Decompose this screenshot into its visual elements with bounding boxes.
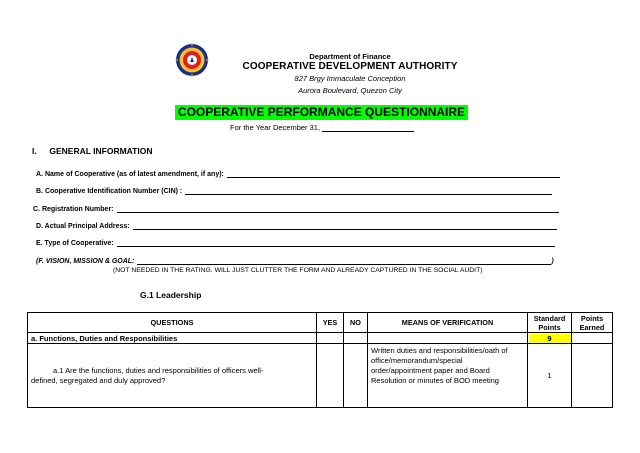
col-no: NO — [344, 313, 368, 333]
category-label: a. Functions, Duties and Responsibilities — [28, 333, 317, 344]
col-yes: YES — [317, 313, 344, 333]
table-header-row — [28, 313, 613, 333]
field-vision-mission-goal — [36, 257, 554, 265]
col-standard-points: Standard Points — [528, 313, 572, 333]
field-cooperative-type — [36, 239, 555, 247]
year-label: For the Year December 31, — [230, 123, 321, 132]
category-points-cell — [528, 333, 572, 344]
col-points-earned: Points Earned — [572, 313, 613, 333]
category-row — [28, 333, 613, 344]
question-line-1: a.1 Are the functions, duties and responsibilities of officers well- — [53, 365, 264, 375]
field-principal-address — [36, 222, 557, 230]
category-yes-cell[interactable] — [317, 333, 344, 344]
field-suffix: ) — [551, 258, 554, 265]
no-cell[interactable] — [344, 344, 368, 408]
document-title: COOPERATIVE PERFORMANCE QUESTIONNAIRE — [175, 105, 468, 120]
category-no-cell[interactable] — [344, 333, 368, 344]
field-label: C. Registration Number: — [33, 206, 114, 213]
field-label: B. Cooperative Identification Number (CIN) : — [36, 188, 183, 195]
address-line-1: 827 Brgy Immaculate Conception — [294, 74, 406, 83]
question-cell — [28, 344, 317, 408]
organization-name: COOPERATIVE DEVELOPMENT AUTHORITY — [242, 61, 458, 72]
field-blank[interactable] — [185, 187, 552, 195]
question-line-2: defined, segregated and duly approved? — [31, 375, 166, 385]
col-questions: QUESTIONS — [28, 313, 317, 333]
field-blank[interactable] — [117, 205, 559, 213]
field-blank[interactable] — [117, 239, 555, 247]
leadership-table — [27, 312, 613, 408]
category-points: 9 — [529, 334, 571, 343]
field-cin — [36, 187, 552, 195]
field-blank[interactable] — [133, 222, 557, 230]
means-of-verification: Written duties and responsibilities/oath of office/memorandum/special order/appointment paper and Board Resolution or minutes of BOD meeting — [368, 344, 528, 408]
field-label: (F. VISION, MISSION & GOAL: — [36, 258, 135, 265]
department-name: Department of Finance — [309, 52, 391, 61]
field-blank[interactable] — [227, 170, 560, 178]
standard-points: 1 — [528, 344, 572, 408]
year-blank[interactable] — [322, 123, 414, 132]
field-label: E. Type of Cooperative: — [36, 240, 114, 247]
field-label: A. Name of Cooperative (as of latest amendment, if any): — [36, 171, 224, 178]
field-cooperative-name — [36, 170, 560, 178]
address-line-2: Aurora Boulevard, Quezon City — [298, 86, 402, 95]
field-registration-number — [33, 205, 559, 213]
points-earned-cell[interactable] — [572, 344, 613, 408]
col-means: MEANS OF VERIFICATION — [368, 313, 528, 333]
subsection-heading: G.1 Leadership — [140, 290, 202, 300]
category-means-cell — [368, 333, 528, 344]
section-heading — [32, 146, 152, 156]
section-number: I. — [32, 146, 37, 156]
field-blank[interactable] — [137, 257, 554, 265]
year-line — [230, 123, 414, 132]
table-row — [28, 344, 613, 408]
yes-cell[interactable] — [317, 344, 344, 408]
field-label: D. Actual Principal Address: — [36, 223, 130, 230]
rating-note: (NOT NEEDED IN THE RATING. WILL JUST CLUTTER THE FORM AND ALREADY CAPTURED IN THE SOCIAL AUDIT) — [113, 267, 483, 274]
section-title: GENERAL INFORMATION — [49, 146, 153, 156]
category-earned-cell[interactable] — [572, 333, 613, 344]
